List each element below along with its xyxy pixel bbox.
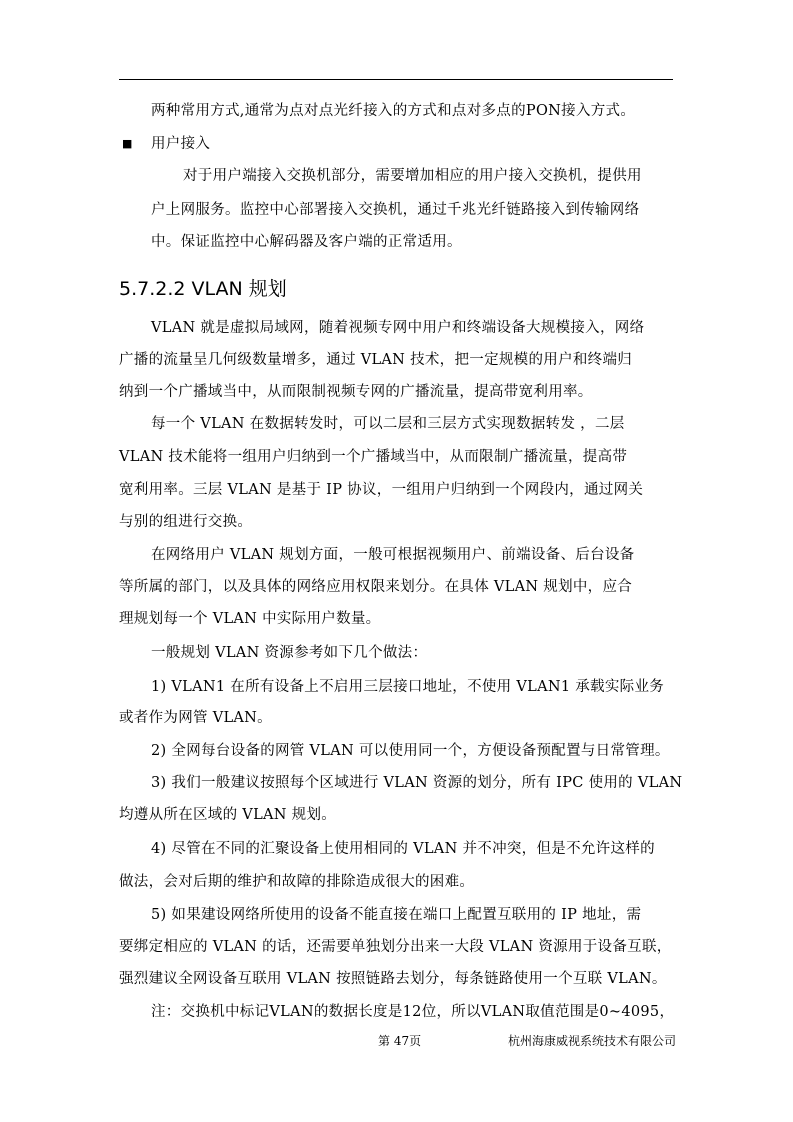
list-item-line: 要绑定相应的 VLAN 的话，还需要单独划分出来一大段 VLAN 资源用于设备互联， [119, 939, 672, 955]
paragraph-line: 宽利用率。三层 VLAN 是基于 IP 协议，一组用户归纳到一个网段内，通过网关 [119, 482, 644, 498]
note-line: 注：交换机中标记VLAN的数据长度是12位，所以VLAN取值范围是0~4095， [151, 1004, 675, 1020]
section-heading: 5.7.2.2 VLAN 规划 [119, 278, 287, 300]
paragraph-line: 广播的流量呈几何级数量增多，通过 VLAN 技术，把一定规模的用户和终端归 [119, 352, 633, 368]
paragraph-line: 在网络用户 VLAN 规划方面，一般可根据视频用户、前端设备、后台设备 [151, 547, 635, 563]
list-item-line: 做法，会对后期的维护和故障的排除造成很大的困难。 [119, 874, 475, 890]
paragraph-line: 户上网服务。监控中心部署接入交换机，通过千兆光纤链路接入到传输网络 [151, 202, 640, 218]
paragraph-line: 等所属的部门，以及具体的网络应用权限来划分。在具体 VLAN 规划中，应合 [119, 579, 633, 595]
paragraph-line: 两种常用方式,通常为点对点光纤接入的方式和点对多点的PON接入方式。 [151, 103, 636, 119]
list-item-line: 强烈建议全网设备互联用 VLAN 按照链路去划分，每条链路使用一个互联 VLAN。 [119, 971, 667, 987]
paragraph-line: 纳到一个广播域当中，从而限制视频专网的广播流量，提高带宽利用率。 [119, 384, 593, 400]
page-number: 第 47页 [378, 1034, 422, 1048]
paragraph-line: 与别的组进行交换。 [119, 514, 253, 530]
paragraph-line: 中。保证监控中心解码器及客户端的正常适用。 [151, 234, 462, 250]
paragraph-line: VLAN 技术能将一组用户归纳到一个广播域当中，从而限制广播流量，提高带 [119, 449, 628, 465]
list-item-line: 或者作为网管 VLAN。 [119, 710, 272, 726]
paragraph-line: 对于用户端接入交换机部分，需要增加相应的用户接入交换机，提供用 [183, 168, 642, 184]
list-item-line: 均遵从所在区域的 VLAN 规划。 [119, 807, 337, 823]
list-item-line: 4) 尽管在不同的汇聚设备上使用相同的 VLAN 并不冲突，但是不允许这样的 [151, 841, 655, 857]
bullet-square-icon: ■ [122, 137, 133, 150]
list-item-line: 2) 全网每台设备的网管 VLAN 可以使用同一个，方便设备预配置与日常管理。 [151, 743, 670, 759]
paragraph-line: 每一个 VLAN 在数据转发时，可以二层和三层方式实现数据转发 ，二层 [151, 416, 625, 432]
list-item-line: 3) 我们一般建议按照每个区域进行 VLAN 资源的划分，所有 IPC 使用的 VLAN [151, 775, 683, 791]
bullet-title: 用户接入 [151, 136, 211, 152]
paragraph-line: 一般规划 VLAN 资源参考如下几个做法： [151, 645, 428, 661]
paragraph-line: 理规划每一个 VLAN 中实际用户数量。 [119, 611, 381, 627]
paragraph-line: VLAN 就是虚拟局域网，随着视频专网中用户和终端设备大规模接入，网络 [151, 320, 645, 336]
list-item-line: 1) VLAN1 在所有设备上不启用三层接口地址，不使用 VLAN1 承载实际业务 [151, 679, 665, 695]
company-name: 杭州海康威视系统技术有限公司 [508, 1034, 677, 1048]
list-item-line: 5) 如果建设网络所使用的设备不能直接在端口上配置互联用的 IP 地址，需 [151, 907, 642, 923]
header-rule [119, 79, 673, 80]
